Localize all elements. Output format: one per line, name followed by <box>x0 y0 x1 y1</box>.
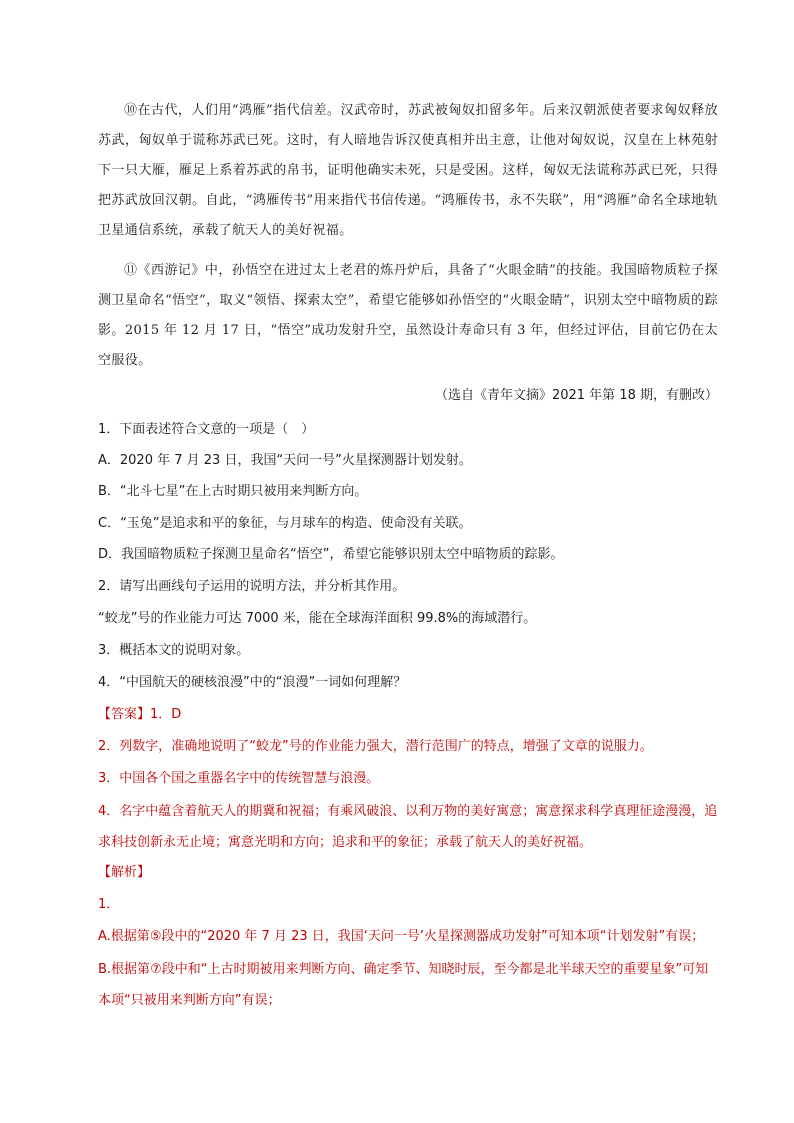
question-1-option-d: D．我国暗物质粒子探测卫星命名“悟空”，希望它能够识别太空中暗物质的踪影。 <box>98 547 564 562</box>
answer-2: 2．列数字，准确地说明了“蛟龙”号的作业能力强大，潜行范围广的特点，增强了文章的说服力。 <box>98 739 653 754</box>
analysis-option-a <box>98 927 718 947</box>
passage-source: （选自《青年文摘》2021 年第 18 期，有删改） <box>434 388 718 403</box>
answer-1-text: 1．D <box>150 707 182 722</box>
question-1-option-c: C．“玉兔”是追求和平的象征，与月球车的构造、使命没有关联。 <box>98 516 472 531</box>
question-1-option-a: A．2020 年 7 月 23 日，我国“天问一号”火星探测器计划发射。 <box>98 453 472 468</box>
question-1-option-b: B．“北斗七星”在上古时期只被用来判断方向。 <box>98 484 368 499</box>
answer-1 <box>98 705 718 725</box>
question-4: 4．“中国航天的硬核浪漫”中的“浪漫”一词如何理解？ <box>98 675 407 690</box>
analysis-option-b <box>98 954 720 1016</box>
analysis-b-text: 段中和“上古时期被用来判断方向、确定季节、知晓时辰，至今都是北半球天空的重要星象”可知本项“只被用来判断方向”有误； <box>98 962 709 1008</box>
analysis-label: 【解析】 <box>98 865 151 880</box>
answer-3: 3．中国各个国之重器名字中的传统智慧与浪漫。 <box>98 771 380 786</box>
analysis-b-prefix: B.根据第 <box>98 962 151 977</box>
passage-paragraph-10: ⑩在古代，人们用“鸿雁”指代信差。汉武帝时，苏武被匈奴扣留多年。后来汉朝派使者要求匈奴释放苏武，匈奴单于谎称苏武已死。这时，有人暗地告诉汉使真相并出主意，让他对匈奴说，汉皇在上林苑射下一只大雁，雁足上系着苏武的帛书，证明他确实未死，只是受困。这样，匈奴无法谎称苏武已死，只得把苏武放回汉朝。自此，“鸿雁传书”用来指代书信传递。“鸿雁传书，永不失联”，用“鸿雁”命名全球地轨卫星通信系统，承载了航天人的美好祝福。 <box>98 103 718 238</box>
analysis-a-prefix: A.根据第 <box>98 929 150 944</box>
paragraph-5-marker: ⑤ <box>149 929 162 944</box>
answer-label: 【答案】 <box>98 707 151 722</box>
analysis-a-text: 段中的“2020 年 7 月 23 日，我国‘天问一号’火星探测器成功发射”可知本项“计划发射”有误； <box>161 929 705 944</box>
analysis-number: 1． <box>98 897 120 912</box>
paragraph-7-marker: ⑦ <box>150 962 162 977</box>
passage-paragraph-11: ⑪《西游记》中，孙悟空在进过太上老君的炼丹炉后，具备了“火眼金睛”的技能。我国暗物质粒子探测卫星命名“悟空”，取义“领悟、探索太空”，希望它能够如孙悟空的“火眼金睛”，识别太空中暗物质的踪影。2015 年 12 月 17 日，“悟空”成功发射升空，虽然设计寿命只有 3 年，但经过评估，目前它仍在太空服役。 <box>98 263 718 368</box>
question-3: 3．概括本文的说明对象。 <box>98 643 250 658</box>
question-2-underlined-sentence: “蛟龙”号的作业能力可达 7000 米，能在全球海洋面积 99.8%的海域潜行。 <box>98 611 537 626</box>
question-1: 1．下面表述符合文意的一项是（ ） <box>98 422 315 437</box>
question-2: 2．请写出画线句子运用的说明方法，并分析其作用。 <box>98 579 406 594</box>
answer-4: 4．名字中蕴含着航天人的期冀和祝福；有乘风破浪、以利万物的美好寓意；寓意探求科学真理征途漫漫，追求科技创新永无止境；寓意光明和方向；追求和平的象征；承载了航天人的美好祝福。 <box>98 804 718 850</box>
